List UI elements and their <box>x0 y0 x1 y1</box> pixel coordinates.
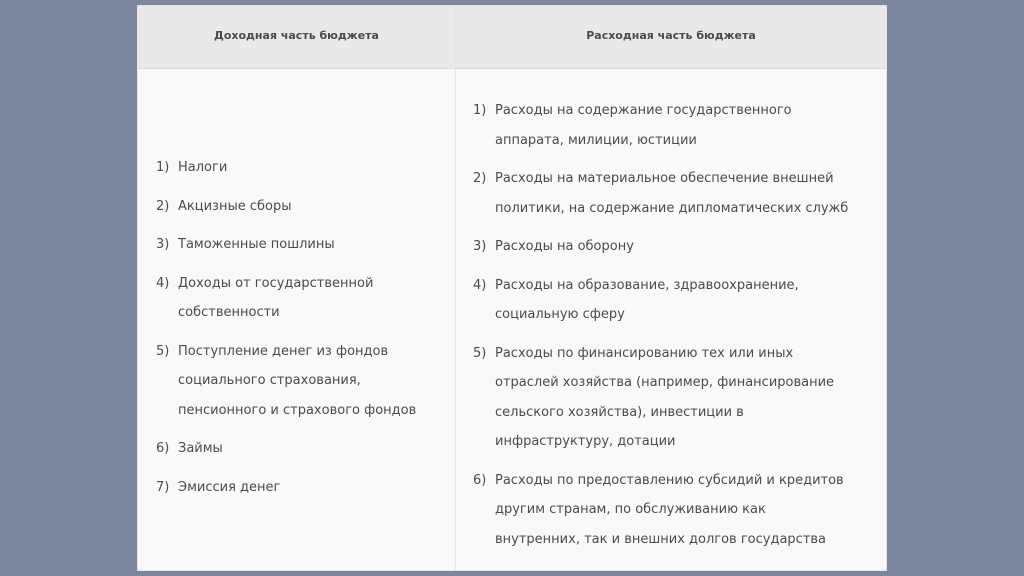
income-list <box>156 153 451 511</box>
column-divider <box>455 6 456 570</box>
item-number: 2) <box>156 198 170 214</box>
item-text: Таможенные пошлины <box>178 237 335 252</box>
item-number: 3) <box>473 239 487 254</box>
item-number: 1) <box>473 103 487 118</box>
income-item <box>156 434 451 464</box>
budget-table <box>137 5 887 571</box>
item-text: Эмиссия денег <box>178 479 281 495</box>
expense-item <box>473 164 881 223</box>
expense-item <box>473 271 881 330</box>
item-text: Доходы от государственной собственности <box>178 275 374 320</box>
item-text: Займы <box>178 441 223 456</box>
income-item <box>156 473 451 503</box>
expense-list <box>473 96 881 563</box>
expense-item <box>473 339 881 457</box>
item-number: 5) <box>473 345 487 361</box>
income-column-header: Доходная часть бюджета <box>214 29 379 42</box>
income-item <box>156 230 451 260</box>
item-text: Расходы по финансированию тех или иных отраслей хозяйства (например, финансирование сельского хозяйства), инвестиции в инфраструктуру, дотации <box>495 345 835 449</box>
income-item <box>156 153 451 183</box>
item-number: 6) <box>473 472 487 488</box>
item-text: Расходы на материальное обеспечение внешней политики, на содержание дипломатических служб <box>495 171 849 216</box>
item-text: Акцизные сборы <box>178 198 292 214</box>
item-text: Налоги <box>178 160 228 175</box>
item-number: 2) <box>473 171 487 186</box>
income-item <box>156 269 451 328</box>
item-number: 7) <box>156 479 170 495</box>
expense-item <box>473 466 881 555</box>
item-text: Расходы на образование, здравоохранение, социальную сферу <box>495 277 799 322</box>
item-text: Расходы на содержание государственного аппарата, милиции, юстиции <box>495 103 792 148</box>
income-item <box>156 337 451 426</box>
expense-item <box>473 96 881 155</box>
item-text: Поступление денег из фондов социального страхования, пенсионного и страхового фондов <box>178 343 417 418</box>
expense-item <box>473 232 881 262</box>
item-number: 4) <box>473 277 487 293</box>
item-text: Расходы по предоставлению субсидий и кредитов другим странам, по обслуживанию как внутренних, так и внешних долгов государства <box>495 472 844 547</box>
item-number: 5) <box>156 343 170 359</box>
item-number: 4) <box>156 275 170 291</box>
item-text: Расходы на оборону <box>495 239 634 254</box>
table-header-row <box>138 6 886 69</box>
item-number: 3) <box>156 237 170 252</box>
income-item <box>156 192 451 222</box>
item-number: 1) <box>156 160 170 175</box>
expense-column-header: Расходная часть бюджета <box>586 29 756 42</box>
item-number: 6) <box>156 441 170 456</box>
